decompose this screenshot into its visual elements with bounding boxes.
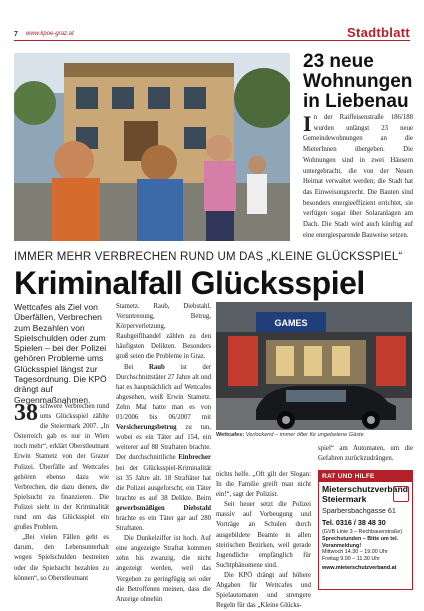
side-headline: 23 neue Wohnungen in Liebenau — [303, 51, 413, 112]
body-column-1 — [14, 402, 109, 584]
wettcafe-photo — [216, 302, 412, 430]
ad-organisation-name: Mieterschutzverband Steiermark — [322, 484, 408, 504]
ad-address: Sparbersbachgasse 61 — [322, 506, 396, 515]
housing-photo-illustration — [14, 53, 290, 241]
wettcafe-photo-illustration — [216, 302, 412, 430]
col3-paragraph-2: Seit heuer setzt die Polizei massiv auf Vorbeugung und Vorträge an Schulen durch ausgebildete Beamte in allen steirischen Bezirken, weil gerade Jugendliche empfänglich für Suchtphänomene sind. — [216, 501, 311, 569]
col4-paragraph-1: spiel“ am Automaten, um die Gefahren zurückzudrängen. — [318, 445, 413, 463]
col3-paragraph-1: nichts helfe. „Oft gilt der Slogan: In die Familie greift man nicht ein!“, sagt der Polizist. — [216, 471, 311, 499]
games-sign: GAMES — [274, 318, 308, 328]
col2-paragraph-2: Bei Raub ist der Durchschnittstäter 27 Jahre alt und hat es hauptsächlich auf Wettcafes abgesehen, weiß Erwin Stametz. Zehn Mal hatte man es von 01/2006 bis 06/2007 mit Versicherungsbetrug zu tun, wobei es ein Täter auf 154, ein weiterer auf 88 Straftaten brachte. Der durchschnittliche Einbrecher bei der Glücksspiel-Kriminalität ist 35 Jahre alt. 18 Straftäter hat die Polizei ausgeforscht, ein Täter brachte es auf 38 Delikte. Beim gewerbsmäßigen Diebstahl brachte es ein Täter gar auf 280 Straftaten. — [116, 363, 211, 533]
masthead: Stadtblatt — [347, 25, 410, 40]
col1-paragraph-2: „Bei vielen Fällen geht es darum, den Lebensunterhalt wegen Spielschulden bestreiten oder die Spielsucht bezahlen zu können“, so Oberstleutnant — [14, 534, 109, 582]
header-rule — [14, 40, 410, 41]
ad-office-hours: (GVB Linie 3 – Rechbauerstraße) Sprechstunden – Bitte um tel. Voranmeldung! Mittwoch 14.30 – 19.00 Uhr Freitag 9.00 – 11.30 Uhr — [322, 529, 402, 563]
body-column-3 — [216, 470, 311, 611]
header-url: www.kpoe-graz.at — [26, 31, 74, 37]
ad-topline: RAT UND HILFE — [319, 471, 412, 482]
ad-website: www.mieterschutzverband.at — [322, 564, 397, 571]
col2-paragraph-1: Stametz. Raub, Diebstahl, Veruntreuung, Betrug, Körperverletzung, Raubgeiflhandel zählen zu den häufigsten Delikten. Besonders groß seien die Probleme in Graz. — [116, 303, 211, 361]
col3-paragraph-3: Die KPÖ drängt auf höhere Abgaben für Wettcafes und Spielautomaten und strengere Regeln für das „Kleine Glücks- — [216, 571, 311, 610]
body-column-2 — [116, 302, 211, 605]
side-article-body: n der Raiffeisenstraße 186/188 wurden unlängst 23 neue Gemeindewohnungen an die MieterInnen übergeben. Die Wohnungen sind in zwei Häusern untergebracht, die von der Neuen Heimat verwaltet werden; die Stadt hat das Einweisungsrecht. Die Bauten sind besonders energieeffizient errichtet, sie verfügen sogar über Solaranlagen am Dach. Die Stadt wird auch künftig auf eine energiesparende Bauweise setzen. — [303, 114, 413, 239]
photo-caption: Wettcafes: Verlockend – immer öfter für ungebetene Gäste — [216, 432, 364, 438]
side-article-text — [303, 113, 413, 241]
ad-logo-icon — [393, 486, 409, 502]
mieterschutz-ad — [318, 470, 413, 590]
main-headline: Kriminalfall Glücksspiel — [14, 265, 365, 301]
col1-paragraph-1: schwere Verbrechen rund ums Glücksspiel zählte die Steiermark 2007. „In Österreich gab es nur in Wien noch mehr“, erklärt Oberstleutnant Erwin Stametz von der Grazer Polizei. Überfälle auf Wettcafes gehören ebenso dazu wie Verbrechen, die dazu dienen, die Spielsucht zu finanzieren. Die Polizei sieht in der Kriminalität rund um das Glücksspiel ein großes Problem. — [14, 403, 109, 532]
col2-paragraph-3: Die Dunkelziffer ist hoch. Auf eine angezeigte Straftat kommen zehn bis zwanzig, die nicht angezeigt werden, weil das Vergehen zu geringfügig sei oder die Betroffenen meinen, dass die Anzeige ohnehin — [116, 535, 211, 603]
side-dropcap: I — [303, 111, 312, 136]
main-kicker: IMMER MEHR VERBRECHEN RUND UM DAS „KLEINE GLÜCKSSPIEL“ — [14, 251, 403, 263]
body-column-4 — [318, 444, 413, 464]
ad-phone: Tel. 0316 / 38 48 30 — [322, 518, 386, 527]
page-number: 7 — [14, 31, 18, 38]
main-lead: Wettcafes als Ziel von Überfällen, Verbrechen zum Bezahlen von Spielschulden oder zum Spielen – bei der Polizei gehören Probleme ums Glücksspiel längst zur Tagesordnung. Die KPÖ drängt auf Gegenmaßnahmen. — [14, 302, 107, 405]
main-dropcap: 38 — [14, 400, 38, 426]
housing-photo — [14, 53, 290, 241]
